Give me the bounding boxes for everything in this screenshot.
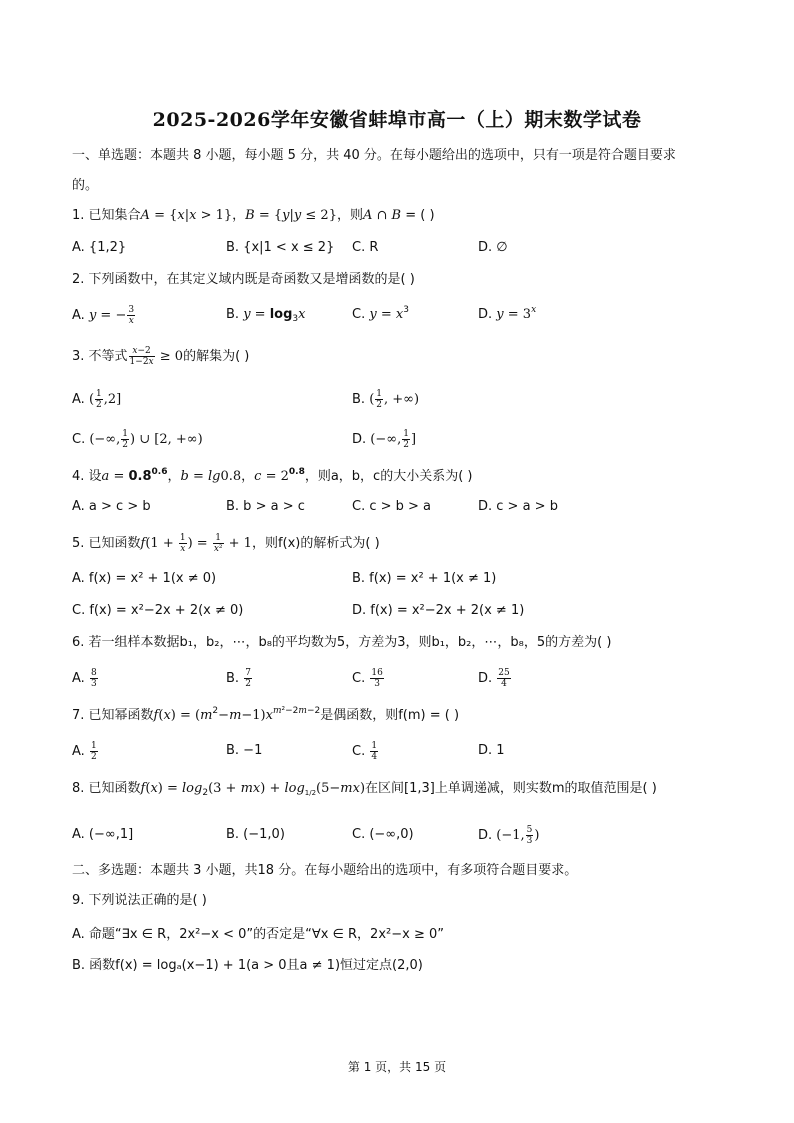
question-4-stem-post: ，则a，b，c的大小关系为( ) (304, 469, 473, 484)
question-9-stem: 9. 下列说法正确的是( ) (72, 893, 207, 908)
question-5-stem-pre: 5. 已知函数 (72, 536, 141, 551)
question-2-stem: 2. 下列函数中，在其定义域内既是奇函数又是增函数的是( ) (72, 272, 415, 287)
question-4-option-b: B. b > a > c (226, 499, 305, 514)
question-5-option-d: D. f(x) = x²−2x + 2(x ≠ 1) (352, 603, 525, 618)
question-1-option-c: C. R (352, 240, 379, 255)
question-7-option-d: D. 1 (478, 743, 505, 758)
question-7-option-c: C. $\frac{1}{4}$ (352, 741, 378, 762)
question-8-stem: 8. 已知函数$f(x) = \log_2(3 + mx) + \log_{1/2}(5-mx)$在区间[1,3]上单调递减，则实数m的取值范围是( ) (72, 781, 657, 798)
question-1-stem: 1. 已知集合A = {x|x > 1}，B = {y|y ≤ 2}，则A ∩ B = ( ) (72, 208, 435, 223)
page-footer: 第 1 页，共 15 页 (347, 1060, 447, 1074)
question-1-stem-pre: 1. 已知集合 (72, 208, 141, 223)
question-4-option-c: C. c > b > a (352, 499, 432, 514)
question-3-option-d: D. (−∞, $\frac{1}{2}$ ] (352, 429, 417, 450)
section-2-header: 二、多选题：本题共 3 小题，共18 分。在每小题给出的选项中，有多项符合题目要求。 (72, 863, 578, 878)
question-1-option-b: B. {x|1 < x ≤ 2} (226, 240, 335, 255)
question-8-option-d: D. (−1, $\frac{5}{3}$ ) (478, 825, 540, 846)
question-6-option-a: A. $\frac{8}{3}$ (72, 668, 97, 689)
question-2-option-a: A. y = − $\frac{3}{x}$ (72, 305, 135, 326)
question-4-stem: 4. 设$a = 0.8^{0.6}$，b = lg0.8，$c = 2^{0.8}$，则a，b，c的大小关系为( ) (72, 467, 473, 484)
question-3-stem: 3. 不等式 $\frac{x-2}{1-2x}$ ≥ 0的解集为( ) (72, 346, 250, 367)
question-3-stem-post: 的解集为( ) (183, 349, 250, 364)
question-2-option-b: B. $y = \log_3x$ (226, 307, 306, 324)
question-7-stem: 7. 已知幂函数$f(x) = (m^2-m-1)x^{m^2-2m-2}$是偶函数，则f(m) = ( ) (72, 706, 460, 723)
question-1-option-d: D. ∅ (478, 240, 508, 255)
question-3-option-b: B. ( $\frac{1}{2}$ , +∞) (352, 389, 420, 410)
section-1-header-line-2: 的。 (72, 178, 99, 193)
question-7-stem-post: 是偶函数，则f(m) = ( ) (320, 708, 460, 723)
question-8-stem-post: 在区间[1,3]上单调递减，则实数m的取值范围是( ) (365, 781, 657, 796)
question-5-option-b: B. f(x) = x² + 1(x ≠ 1) (352, 571, 497, 586)
question-4-option-d: D. c > a > b (478, 499, 558, 514)
question-8-option-a: A. (−∞,1] (72, 827, 134, 842)
page-title: 2025-2026学年安徽省蚌埠市高一（上）期末数学试卷 (152, 109, 642, 131)
question-1-option-a: A. {1,2} (72, 240, 127, 255)
question-6-stem: 6. 若一组样本数据b₁，b₂，⋯，b₈的平均数为5，方差为3，则b₁，b₂，⋯，b₈，5的方差为( ) (72, 635, 612, 650)
question-3-option-a: A. ( $\frac{1}{2}$ ,2] (72, 389, 122, 410)
question-7-stem-pre: 7. 已知幂函数 (72, 708, 154, 723)
question-9-option-a: A. 命题“∃x ∈ R，2x²−x < 0”的否定是“∀x ∈ R，2x²−x ≥ 0” (72, 927, 444, 942)
question-6-option-d: D. $\frac{25}{4}$ (478, 668, 510, 689)
question-8-option-c: C. (−∞,0) (352, 827, 414, 842)
question-3-option-c: C. (−∞, $\frac{1}{2}$ ) ∪ [2, +∞) (72, 429, 203, 450)
question-8-option-b: B. (−1,0) (226, 827, 285, 842)
question-5-option-c: C. f(x) = x²−2x + 2(x ≠ 0) (72, 603, 244, 618)
question-7-option-a: A. $\frac{1}{2}$ (72, 741, 97, 762)
question-5-stem: 5. 已知函数f(1 + $\frac{1}{x}$ ) = $\frac{1}{\text{x²}}$ + 1，则f(x)的解析式为( ) (72, 533, 380, 554)
question-1-stem-post: ，则 (336, 208, 363, 223)
question-1-stem-end: = ( ) (405, 208, 435, 223)
question-4-option-a: A. a > c > b (72, 499, 151, 514)
question-6-option-b: B. $\frac{7}{2}$ (226, 668, 251, 689)
question-5-option-a: A. f(x) = x² + 1(x ≠ 0) (72, 571, 217, 586)
question-3-stem-pre: 3. 不等式 (72, 349, 128, 364)
question-4-stem-pre: 4. 设 (72, 469, 102, 484)
question-2-option-d: D. $y = 3^x$ (478, 305, 537, 322)
question-5-stem-post: ，则f(x)的解析式为( ) (251, 536, 380, 551)
question-7-option-b: B. −1 (226, 743, 263, 758)
question-9-option-b: B. 函数f(x) = logₐ(x−1) + 1(a > 0且a ≠ 1)恒过定点(2,0) (72, 958, 423, 973)
section-1-header-line-1: 一、单选题：本题共 8 小题，每小题 5 分，共 40 分。在每小题给出的选项中，只有一项是符合题目要求 (72, 148, 676, 163)
question-8-stem-pre: 8. 已知函数 (72, 781, 141, 796)
question-6-option-c: C. $\frac{16}{3}$ (352, 668, 383, 689)
question-2-option-c: C. $y = x^3$ (352, 305, 409, 322)
